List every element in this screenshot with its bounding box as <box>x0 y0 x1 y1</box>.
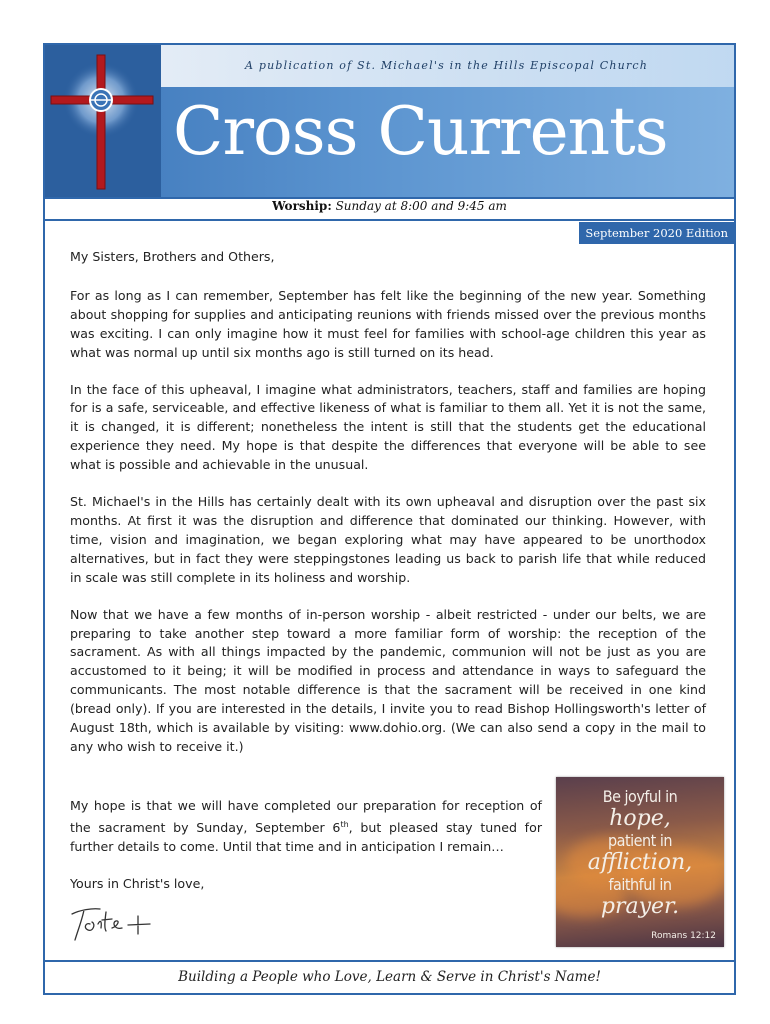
edition-badge: September 2020 Edition <box>579 222 734 244</box>
verse-reference: Romans 12:12 <box>651 931 716 941</box>
verse-line: Be joyful in <box>602 787 678 806</box>
closing-text-end: , but pleased stay tuned for further details to come. Until that time and in anticipation I remain… <box>70 820 542 854</box>
verse-card <box>556 777 724 947</box>
letter-body <box>70 248 706 775</box>
verse-line: faithful in <box>608 875 672 894</box>
paragraph: For as long as I can remember, September has felt like the beginning of the new year. Something about shopping for supplies and anticipating reunions with friends missed over the previous months was exciting. I can only imagine how it must feel for families with school-age children this year as what was normal up until six months ago is still turned on its head. <box>70 287 706 360</box>
publication-line: A publication of St. Michael's in the Hills Episcopal Church <box>245 59 649 72</box>
letter-closing <box>70 797 542 912</box>
verse-line: hope, <box>609 806 671 831</box>
verse-line: affliction, <box>587 850 693 875</box>
newsletter-title: Cross Currents <box>173 93 668 170</box>
signoff: Yours in Christ's love, <box>70 875 205 891</box>
closing-paragraph <box>70 797 542 857</box>
paragraph: Now that we have a few months of in-person worship - albeit restricted - under our belts, we are preparing to take another step toward a more familiar form of worship: the reception of the sacrament. As with all things impacted by the pandemic, communion will not be just as you are accustomed to it being; it will be modified in process and attendance in ways to safeguard the communicants. The most notable difference is that the sacrament will be received in one kind (bread only). If you are interested in the details, I invite you to read Bishop Hollingsworth's letter of August 18th, which is available by visiting: www.dohio.org. (We can also send a copy in the mail to any who wish to receive it.) <box>70 606 706 754</box>
paragraph: In the face of this upheaval, I imagine what administrators, teachers, staff and families are hoping for is a safe, serviceable, and effective likeness of what is familiar to them all. Yet it is not the same, it is changed, it is different; nonetheless the intent is still that the students get the educational experience they need. My hope is that despite the differences that everyone will be able to see what is possible and achievable in the unusual. <box>70 381 706 473</box>
masthead <box>45 45 734 197</box>
signature-icon <box>66 900 166 946</box>
verse-text <box>556 787 724 919</box>
verse-line: prayer. <box>600 894 680 919</box>
signature <box>66 900 166 950</box>
worship-rule <box>45 219 734 221</box>
paragraph: St. Michael's in the Hills has certainly dealt with its own upheaval and disruption over the past six months. At first it was the disruption and difference that dominated our thinking. However, with time, vision and imagination, we began exploring what may have appeared to be unorthodox alternatives, but in fact they were steppingstones leading us back to parish life that while reduced in scale was still complete in its holiness and worship. <box>70 494 706 585</box>
cross-icon <box>45 45 161 197</box>
ordinal-suffix: th <box>340 819 349 829</box>
verse-line: patient in <box>608 831 672 850</box>
closing-text: My hope is that we will have completed our preparation for reception of the sacrament by Sunday, September 6 <box>70 798 542 836</box>
footer-motto: Building a People who Love, Learn & Serve in Christ's Name! <box>178 969 601 985</box>
worship-bar <box>45 199 734 219</box>
worship-time: Sunday at 8:00 and 9:45 am <box>335 199 507 213</box>
salutation: My Sisters, Brothers and Others, <box>70 249 275 264</box>
cross-logo-block <box>45 45 161 197</box>
worship-label: Worship: <box>272 199 332 213</box>
